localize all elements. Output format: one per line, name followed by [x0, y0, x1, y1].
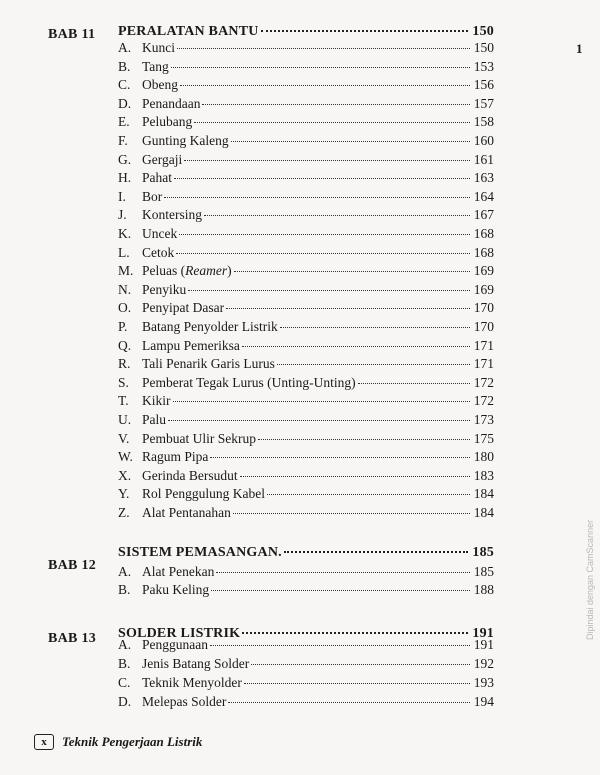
entry-letter: S.: [118, 374, 129, 390]
entry-letter: F.: [118, 133, 128, 148]
entry-page: 172: [473, 393, 494, 409]
leader-dots: [240, 475, 470, 477]
entry-title: Pembuat Ulir Sekrup: [142, 430, 256, 446]
entry-title: Bor: [142, 188, 163, 204]
leader-dots: [251, 663, 470, 665]
toc-entry[interactable]: [118, 637, 494, 653]
entry-letter: O.: [118, 300, 132, 316]
entry-letter: C.: [118, 77, 131, 93]
entry-page: 163: [473, 170, 494, 186]
toc-entry[interactable]: [118, 319, 494, 335]
chapter-label: BAB 12: [48, 558, 97, 573]
toc-entry[interactable]: [118, 338, 494, 354]
leader-dots: [168, 419, 470, 421]
entry-title: Melepas Solder: [142, 694, 227, 709]
entry-title: Gergaji: [142, 151, 183, 167]
entry-page: 169: [473, 281, 494, 297]
entry-letter: R.: [118, 356, 131, 372]
toc-entry[interactable]: [118, 114, 494, 130]
toc-entry[interactable]: [118, 207, 494, 223]
chapter-page: 191: [472, 626, 494, 641]
entry-title: Rol Penggulung Kabel: [142, 486, 265, 502]
entry-page: 170: [473, 319, 494, 334]
entry-title: Obeng: [142, 77, 178, 93]
entry-letter: J.: [118, 207, 127, 223]
leader-dots: [176, 252, 470, 254]
entry-letter: D.: [118, 95, 132, 111]
toc-entry[interactable]: [118, 282, 494, 298]
entry-letter: A.: [118, 564, 132, 579]
entry-letter: U.: [118, 412, 132, 427]
entry-title: Peluas (Reamer): [142, 263, 232, 279]
entry-title: Pemberat Tegak Lurus (Unting-Unting): [142, 374, 356, 390]
leader-dots: [226, 307, 470, 309]
entry-title: Pahat: [142, 170, 172, 186]
entry-page: 185: [473, 564, 494, 579]
page-footer: [34, 734, 202, 750]
chapter-title-line[interactable]: [118, 545, 494, 561]
entry-page: 150: [473, 40, 494, 55]
chapter-title-line[interactable]: [118, 24, 494, 40]
entry-title: Palu: [142, 412, 167, 427]
chapter-page: 185: [472, 545, 494, 560]
entry-letter: H.: [118, 170, 132, 186]
entry-page: 180: [473, 449, 494, 465]
entry-title: Alat Penekan: [142, 564, 215, 579]
toc-entry[interactable]: [118, 263, 494, 279]
toc-entry[interactable]: [118, 675, 494, 691]
entry-page: 161: [473, 151, 494, 167]
leader-dots: [164, 196, 470, 198]
chapter-page: 150: [472, 24, 494, 39]
leader-dots: [204, 214, 470, 216]
toc-entry[interactable]: [118, 77, 494, 93]
toc-entry[interactable]: [118, 375, 494, 391]
entry-title: Batang Penyolder Listrik: [142, 319, 278, 334]
leader-dots: [234, 270, 470, 272]
entry-letter: P.: [118, 319, 128, 334]
entry-title: Gerinda Bersudut: [142, 467, 238, 483]
entry-page: 168: [473, 226, 494, 241]
toc-entry[interactable]: [118, 393, 494, 409]
entry-letter: Z.: [118, 505, 130, 520]
leader-dots: [261, 29, 469, 32]
entry-letter: K.: [118, 226, 132, 241]
toc-entry[interactable]: [118, 300, 494, 316]
entry-page: 167: [473, 207, 494, 223]
entry-letter: D.: [118, 694, 132, 709]
entry-page: 193: [473, 675, 494, 690]
entry-page: 153: [473, 58, 494, 74]
entry-page: 191: [473, 637, 494, 652]
toc-entry[interactable]: [118, 226, 494, 242]
leader-dots: [216, 571, 469, 573]
entry-title: Paku Keling: [142, 582, 210, 598]
chapter-title: SOLDER LISTRIK: [118, 626, 241, 641]
entry-title: Penyipat Dasar: [142, 300, 225, 316]
leader-dots: [194, 121, 470, 123]
leader-dots: [210, 456, 469, 458]
toc-entry[interactable]: [118, 582, 494, 598]
leader-dots: [244, 682, 470, 684]
leader-dots: [277, 363, 470, 365]
toc-entry[interactable]: [118, 152, 494, 168]
entry-title: Kontersing: [142, 207, 202, 223]
toc-entry[interactable]: [118, 245, 494, 261]
chapter-label: BAB 13: [48, 631, 97, 646]
entry-page: 170: [473, 300, 494, 316]
toc-entry[interactable]: [118, 431, 494, 447]
entry-page: 194: [473, 694, 494, 709]
toc-entry[interactable]: [118, 133, 494, 149]
entry-letter: I.: [118, 188, 126, 204]
entry-title: Tang: [142, 58, 169, 74]
toc-entry[interactable]: [118, 59, 494, 75]
entry-letter: C.: [118, 675, 131, 690]
toc-entry[interactable]: [118, 189, 494, 205]
leader-dots: [280, 326, 470, 328]
toc-entry[interactable]: [118, 486, 494, 502]
entry-letter: X.: [118, 467, 132, 483]
toc-entry[interactable]: [118, 505, 494, 521]
leader-dots: [358, 382, 470, 384]
leader-dots: [284, 550, 469, 553]
leader-dots: [228, 701, 469, 703]
entry-title: Alat Pentanahan: [142, 505, 231, 520]
entry-title: Gunting Kaleng: [142, 133, 229, 148]
entry-page: 184: [473, 486, 494, 502]
entry-title: Penandaan: [142, 95, 201, 111]
leader-dots: [233, 512, 470, 514]
entry-title: Cetok: [142, 244, 175, 260]
chapter-label: BAB 11: [48, 27, 96, 42]
entry-title: Kunci: [142, 40, 175, 55]
entry-page: 188: [473, 582, 494, 598]
entry-page: 156: [473, 77, 494, 93]
entry-page: 175: [473, 430, 494, 446]
entry-title: Pelubang: [142, 114, 193, 130]
toc-entry[interactable]: [118, 356, 494, 372]
leader-dots: [171, 66, 470, 68]
leader-dots: [242, 631, 468, 634]
entry-letter: A.: [118, 637, 132, 652]
entry-letter: Y.: [118, 486, 130, 502]
entry-letter: V.: [118, 430, 130, 446]
leader-dots: [258, 438, 470, 440]
entry-letter: A.: [118, 40, 132, 55]
entry-page: 171: [473, 356, 494, 372]
entry-title: Uncek: [142, 226, 178, 241]
entry-title: Penyiku: [142, 281, 187, 297]
entry-title: Ragum Pipa: [142, 449, 209, 465]
leader-dots: [211, 589, 470, 591]
entry-title: Tali Penarik Garis Lurus: [142, 356, 275, 372]
entry-letter: W.: [118, 449, 133, 465]
leader-dots: [188, 289, 469, 291]
entry-title: Lampu Pemeriksa: [142, 337, 240, 353]
entry-title: Teknik Menyolder: [142, 675, 242, 690]
entry-letter: T.: [118, 393, 129, 409]
toc-entry[interactable]: [118, 170, 494, 186]
scanner-watermark: Dipindai dengan CamScanner: [585, 519, 595, 640]
leader-dots: [180, 84, 470, 86]
toc-entry[interactable]: [118, 468, 494, 484]
entry-page: 158: [473, 114, 494, 130]
entry-letter: N.: [118, 281, 132, 297]
entry-page: 173: [473, 412, 494, 427]
footer-page-number: x: [34, 734, 54, 750]
toc-entry[interactable]: [118, 40, 494, 56]
leader-dots: [177, 47, 470, 49]
leader-dots: [242, 345, 470, 347]
leader-dots: [267, 493, 470, 495]
entry-letter: G.: [118, 151, 132, 167]
entry-page: 171: [473, 337, 494, 353]
toc-entry[interactable]: [118, 96, 494, 112]
leader-dots: [210, 644, 470, 646]
entry-page: 172: [473, 374, 494, 390]
leader-dots: [173, 400, 470, 402]
chapter-title: PERALATAN BANTU: [118, 24, 259, 39]
leader-dots: [202, 103, 469, 105]
entry-page: 160: [473, 133, 494, 148]
chapter-title: SISTEM PEMASANGAN.: [118, 545, 282, 560]
entry-page: 192: [473, 656, 494, 671]
entry-page: 164: [473, 188, 494, 204]
entry-page: 183: [473, 467, 494, 483]
entry-letter: E.: [118, 114, 130, 130]
entry-letter: B.: [118, 58, 131, 74]
entry-title: Penggunaan: [142, 637, 208, 652]
toc-entry[interactable]: [118, 449, 494, 465]
entry-page: 157: [473, 95, 494, 111]
toc-entry[interactable]: [118, 564, 494, 580]
footer-book-title: Teknik Pengerjaan Listrik: [62, 734, 203, 749]
leader-dots: [231, 140, 470, 142]
leader-dots: [184, 159, 470, 161]
entry-letter: M.: [118, 263, 134, 279]
toc-entry[interactable]: [118, 412, 494, 428]
edge-mark: 1: [576, 41, 583, 56]
leader-dots: [179, 233, 470, 235]
entry-letter: L.: [118, 244, 130, 260]
entry-page: 184: [473, 505, 494, 520]
entry-letter: Q.: [118, 337, 132, 353]
entry-title: Kikir: [142, 393, 171, 409]
entry-letter: B.: [118, 656, 131, 671]
toc-entry[interactable]: [118, 656, 494, 672]
entry-page: 169: [473, 263, 494, 279]
toc-entry[interactable]: [118, 694, 494, 710]
entry-page: 168: [473, 244, 494, 260]
entry-title: Jenis Batang Solder: [142, 656, 250, 671]
entry-letter: B.: [118, 582, 131, 598]
leader-dots: [174, 177, 470, 179]
